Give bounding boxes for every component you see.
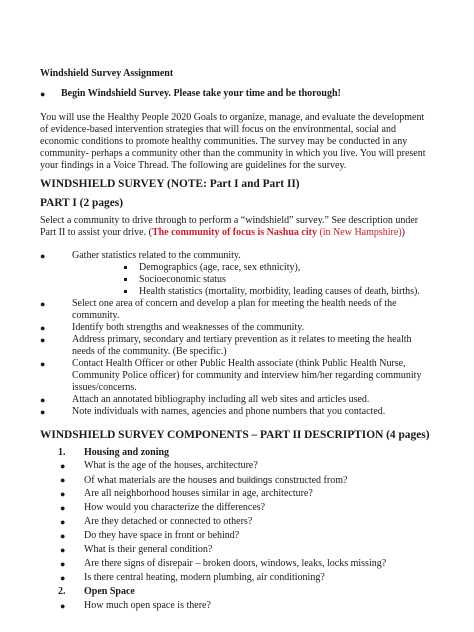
- heading-part-1: PART I (2 pages): [40, 197, 124, 209]
- bullet-note-contacts: Note individuals with names, agencies and phone numbers that you contacted.: [72, 406, 386, 417]
- intro-line: economic conditions to promote healthy communities. The survey may be conducted in any: [40, 136, 408, 147]
- question-item: What is their general condition?: [84, 544, 213, 555]
- intro-line: of evidence-based intervention strategies that will focus on the environmental, social and: [40, 124, 396, 135]
- bullet-icon: ●: [60, 573, 66, 583]
- bullet-icon: ●: [60, 545, 66, 555]
- bullet-contact-officer-cont: Community Police officer) for community and interview him/her regarding community: [72, 370, 422, 381]
- section-number: 1.: [58, 447, 66, 458]
- question-item: What is the age of the houses, architecture?: [84, 460, 258, 471]
- heading-windshield-survey: WINDSHIELD SURVEY (NOTE: Part I and Part II): [40, 178, 300, 190]
- square-bullet-icon: [124, 266, 127, 269]
- section-number: 2.: [58, 586, 66, 597]
- bullet-icon: ●: [60, 503, 66, 513]
- bullet-icon: ●: [40, 407, 46, 417]
- bullet-icon: ●: [60, 461, 66, 471]
- bullet-icon: ●: [40, 251, 46, 261]
- bullet-contact-officer-cont: issues/concerns.: [72, 382, 137, 393]
- question-item: How would you characterize the differences?: [84, 502, 266, 513]
- heading-components: WINDSHIELD SURVEY COMPONENTS – PART II DESCRIPTION (4 pages): [40, 429, 430, 441]
- sub-bullet-socioeconomic: Socioeconomic status: [139, 274, 226, 285]
- bullet-icon: ●: [60, 475, 66, 485]
- community-of-focus: The community of focus is Nashua city: [151, 227, 317, 238]
- question-text: Of what materials are: [84, 475, 171, 486]
- part1-line: Select a community to drive through to perform a “windshield” survey.” See description under: [40, 215, 419, 226]
- bullet-contact-officer: Contact Health Officer or other Public Health associate (think Public Health Nurse,: [72, 358, 406, 369]
- intro-line: your findings in a Voice Thread. The following are guidelines for the survey.: [40, 160, 347, 171]
- question-item: Are there signs of disrepair – broken doors, windows, leaks, locks missing?: [84, 558, 387, 569]
- question-item: Are they detached or connected to others?: [84, 516, 253, 527]
- bullet-icon: ●: [40, 89, 46, 99]
- bullet-bibliography: Attach an annotated bibliography including all web sites and articles used.: [72, 394, 370, 405]
- bullet-strengths-weaknesses: Identify both strengths and weaknesses of the community.: [72, 322, 305, 333]
- begin-survey-bullet: Begin Windshield Survey. Please take your time and be thorough!: [61, 88, 341, 99]
- bullet-gather-statistics: Gather statistics related to the community.: [72, 250, 241, 261]
- part1-line-end: ): [401, 227, 405, 238]
- section-title-open-space: Open Space: [84, 586, 135, 597]
- square-bullet-icon: [124, 290, 127, 293]
- sub-bullet-health-statistics: Health statistics (mortality, morbidity, leading causes of death, births).: [139, 286, 420, 297]
- question-item: Do they have space in front or behind?: [84, 530, 240, 541]
- sub-bullet-demographics: Demographics (age, race, sex ethnicity),: [139, 262, 301, 273]
- bullet-icon: ●: [60, 517, 66, 527]
- bullet-icon: ●: [60, 601, 66, 611]
- bullet-icon: ●: [40, 335, 46, 345]
- state-note: (in New Hampshire): [316, 227, 402, 238]
- part1-focus-line: [40, 227, 405, 239]
- intro-line: community- perhaps a community other than the community in which you live. You will present: [40, 148, 426, 159]
- question-item: How much open space is there?: [84, 600, 211, 611]
- bullet-icon: ●: [40, 359, 46, 369]
- question-item: Are all neighborhood houses similar in age, architecture?: [84, 488, 313, 499]
- question-text-sans: the houses and buildings: [172, 475, 273, 485]
- bullet-icon: ●: [40, 323, 46, 333]
- bullet-icon: ●: [60, 559, 66, 569]
- bullet-icon: ●: [40, 299, 46, 309]
- question-text: constructed from?: [274, 475, 348, 486]
- document-title: Windshield Survey Assignment: [40, 68, 174, 79]
- part1-line-start: Part II to assist your drive. (: [40, 227, 152, 238]
- bullet-icon: ●: [60, 489, 66, 499]
- question-item: [84, 474, 347, 487]
- bullet-area-of-concern: Select one area of concern and develop a plan for meeting the health needs of the: [72, 298, 397, 309]
- section-title-housing: Housing and zoning: [84, 447, 170, 458]
- bullet-area-of-concern-cont: community.: [72, 310, 120, 321]
- question-item: Is there central heating, modern plumbing, air conditioning?: [84, 572, 325, 583]
- bullet-icon: ●: [60, 531, 66, 541]
- bullet-prevention: Address primary, secondary and tertiary prevention as it relates to meeting the health: [72, 334, 412, 345]
- square-bullet-icon: [124, 278, 127, 281]
- bullet-icon: ●: [40, 395, 46, 405]
- bullet-prevention-cont: needs of the community. (Be specific.): [72, 346, 227, 357]
- intro-line: You will use the Healthy People 2020 Goals to organize, manage, and evaluate the development: [40, 112, 425, 123]
